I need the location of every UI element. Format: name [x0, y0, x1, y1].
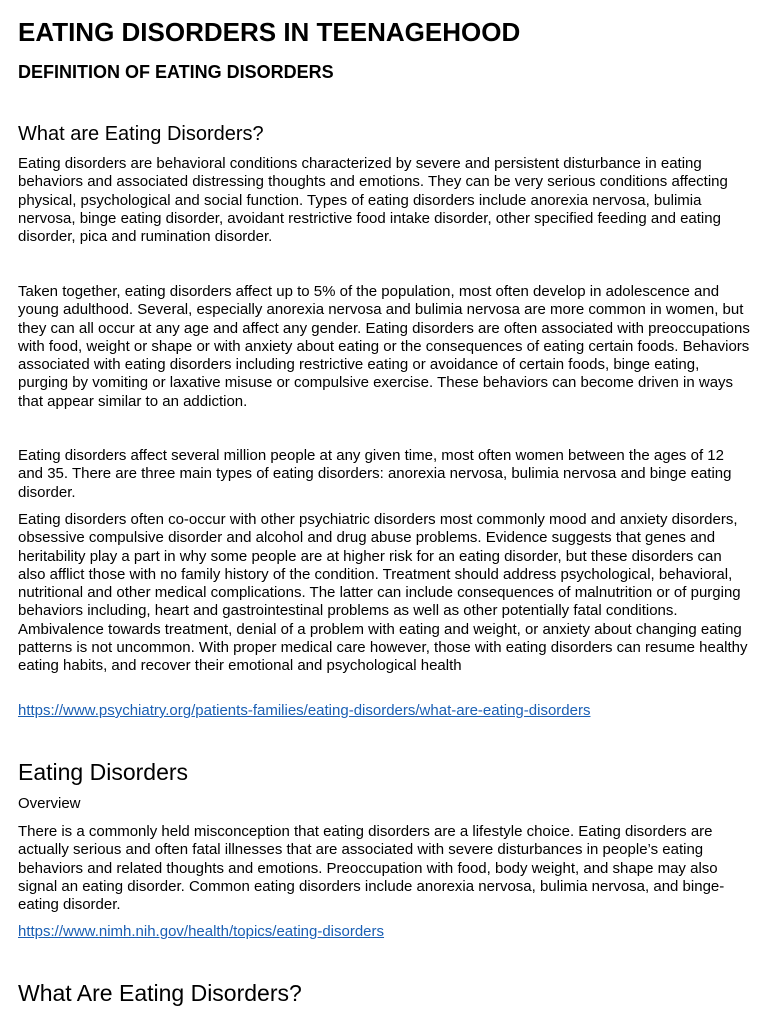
document-title: EATING DISORDERS IN TEENAGEHOOD [18, 17, 521, 47]
paragraph: There is a commonly held misconception that eating disorders are a lifestyle choice. Eating disorders are actually serious and often fatal illnesses that are associated with severe disturbances in people’s eating behaviors and related thoughts and emotions. Preoccupation with food, body weight, and shape may also signal an eating disorder. Common eating disorders include anorexia nervosa, bulimia nervosa, and binge-eating disorder. [18, 823, 725, 914]
source-link-nimh[interactable]: https://www.nimh.nih.gov/health/topics/eating-disorders [18, 923, 385, 940]
paragraph: Eating disorders affect several million people at any given time, most often women between the ages of 12 and 35. There are three main types of eating disorders: anorexia nervosa, bulimia nervosa and binge eating disorder. [18, 447, 732, 501]
paragraph: Eating disorders are behavioral conditions characterized by severe and persistent disturbance in eating behaviors and associated distressing thoughts and emotions. They can be very serious conditions affecting physical, psychological and social function. Types of eating disorders include anorexia nervosa, bulimia nervosa, binge eating disorder, avoidant restrictive food intake disorder, other specified feeding and eating disorder, pica and rumination disorder. [18, 155, 728, 246]
source-link-psychiatry[interactable]: https://www.psychiatry.org/patients-families/eating-disorders/what-are-eating-disorders [18, 702, 591, 719]
source-link-wrapper [18, 923, 750, 941]
paragraph: Eating disorders often co-occur with other psychiatric disorders most commonly mood and anxiety disorders, obsessive compulsive disorder and alcohol and drug abuse problems. Evidence suggests that genes and heritability play a part in why some people are at higher risk for an eating disorder, but these disorders can also afflict those with no family history of the condition. Treatment should address psychological, behavioral, nutritional and other medical complications. The latter can include consequences of malnutrition or of purging behaviors including, heart and gastrointestinal problems as well as other potentially fatal conditions. Ambivalence towards treatment, denial of a problem with eating and weight, or anxiety about changing eating patterns is not uncommon. With proper medical care however, those with eating disorders can resume healthy eating habits, and recover their emotional and psychological health [18, 511, 748, 675]
section-heading-what-are-eating-disorders: What are Eating Disorders? [18, 123, 264, 145]
source-link-wrapper [18, 702, 750, 720]
overview-label: Overview [18, 795, 81, 812]
document-subtitle: DEFINITION OF EATING DISORDERS [18, 62, 334, 82]
section-heading-eating-disorders: Eating Disorders [18, 759, 189, 785]
paragraph: Taken together, eating disorders affect up to 5% of the population, most often develop in adolescence and young adulthood. Several, especially anorexia nervosa and bulimia nervosa are more common in women, but they can all occur at any age and affect any gender. Eating disorders are often associated with preoccupations with food, weight or shape or with anxiety about eating or the consequences of eating certain foods. Behaviors associated with eating disorders including restrictive eating or avoidance of certain foods, binge eating, purging by vomiting or laxative misuse or compulsive exercise. These behaviors can become driven in ways that appear similar to an addiction. [18, 283, 750, 410]
section-heading-what-are-eating-disorders-2: What Are Eating Disorders? [18, 980, 302, 1006]
